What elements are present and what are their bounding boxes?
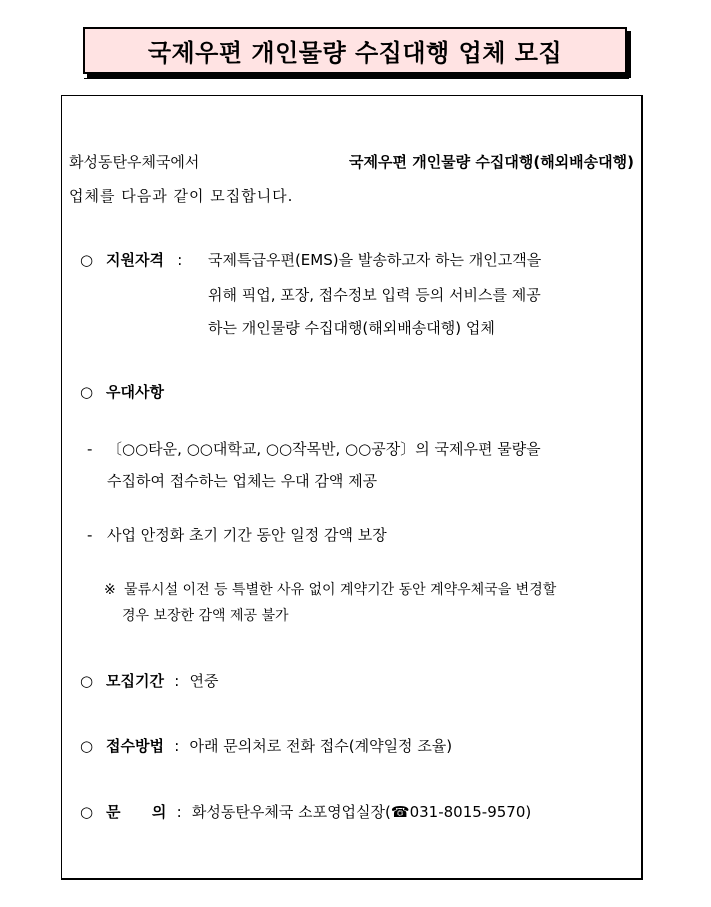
circle-bullet-icon: ○ [80,672,94,690]
title-box [83,27,627,74]
benefit-item-1 [87,439,541,459]
method-colon: : [174,737,180,755]
benefit-item-1-line-2: 수집하여 접수하는 업체는 우대 감액 제공 [107,472,378,490]
intro-line-2: 업체를 다음과 같이 모집합니다. [69,187,294,205]
eligibility-line-3: 하는 개인물량 수집대행(해외배송대행) 업체 [208,319,495,337]
dash-bullet-icon: - [87,440,93,458]
benefit-item-2 [87,525,387,545]
intro-bold: 국제우편 개인물량 수집대행(해외배송대행) [349,153,634,171]
period-colon: : [174,672,180,690]
benefits-label: 우대사항 [106,383,164,401]
circle-bullet-icon: ○ [80,251,94,269]
eligibility-row [80,250,191,270]
benefit-item-2-line-1: 사업 안정화 초기 기간 동안 일정 감액 보장 [107,526,387,544]
note-line-2: 경우 보장한 감액 제공 불가 [122,608,289,624]
circle-bullet-icon: ○ [80,383,94,401]
content-box [61,95,643,880]
contact-colon: : [176,803,182,821]
period-label: 모집기간 [106,672,164,690]
dash-bullet-icon: - [87,526,93,544]
reference-mark-icon: ※ [104,582,116,598]
period-row [80,671,219,691]
circle-bullet-icon: ○ [80,737,94,755]
benefit-item-1-line-1: 〔○○타운, ○○대학교, ○○작목반, ○○공장〕의 국제우편 물량을 [107,440,541,458]
intro-line-1 [69,152,634,172]
method-row [80,736,452,756]
eligibility-line-2: 위해 픽업, 포장, 접수정보 입력 등의 서비스를 제공 [208,286,541,304]
benefits-heading [80,382,164,402]
period-value: 연중 [189,672,219,690]
note-line-1: 물류시설 이전 등 특별한 사유 없이 계약기간 동안 계약우체국을 변경할 [124,582,557,598]
contact-value: 화성동탄우체국 소포영업실장(☎031-8015-9570) [191,803,532,821]
eligibility-colon: : [177,251,183,269]
method-value: 아래 문의처로 전화 접수(계약일정 조율) [189,737,453,755]
intro-prefix: 화성동탄우체국에서 [69,153,200,171]
title-underline [84,78,629,79]
contact-label: 문 의 [106,803,167,821]
circle-bullet-icon: ○ [80,803,94,821]
method-label: 접수방법 [106,737,164,755]
eligibility-line-1: 국제특급우편(EMS)을 발송하고자 하는 개인고객을 [208,251,542,269]
page-title: 국제우편 개인물량 수집대행 업체 모집 [147,39,563,67]
benefits-note [104,580,556,600]
eligibility-label: 지원자격 [106,251,164,269]
contact-row [80,802,531,822]
